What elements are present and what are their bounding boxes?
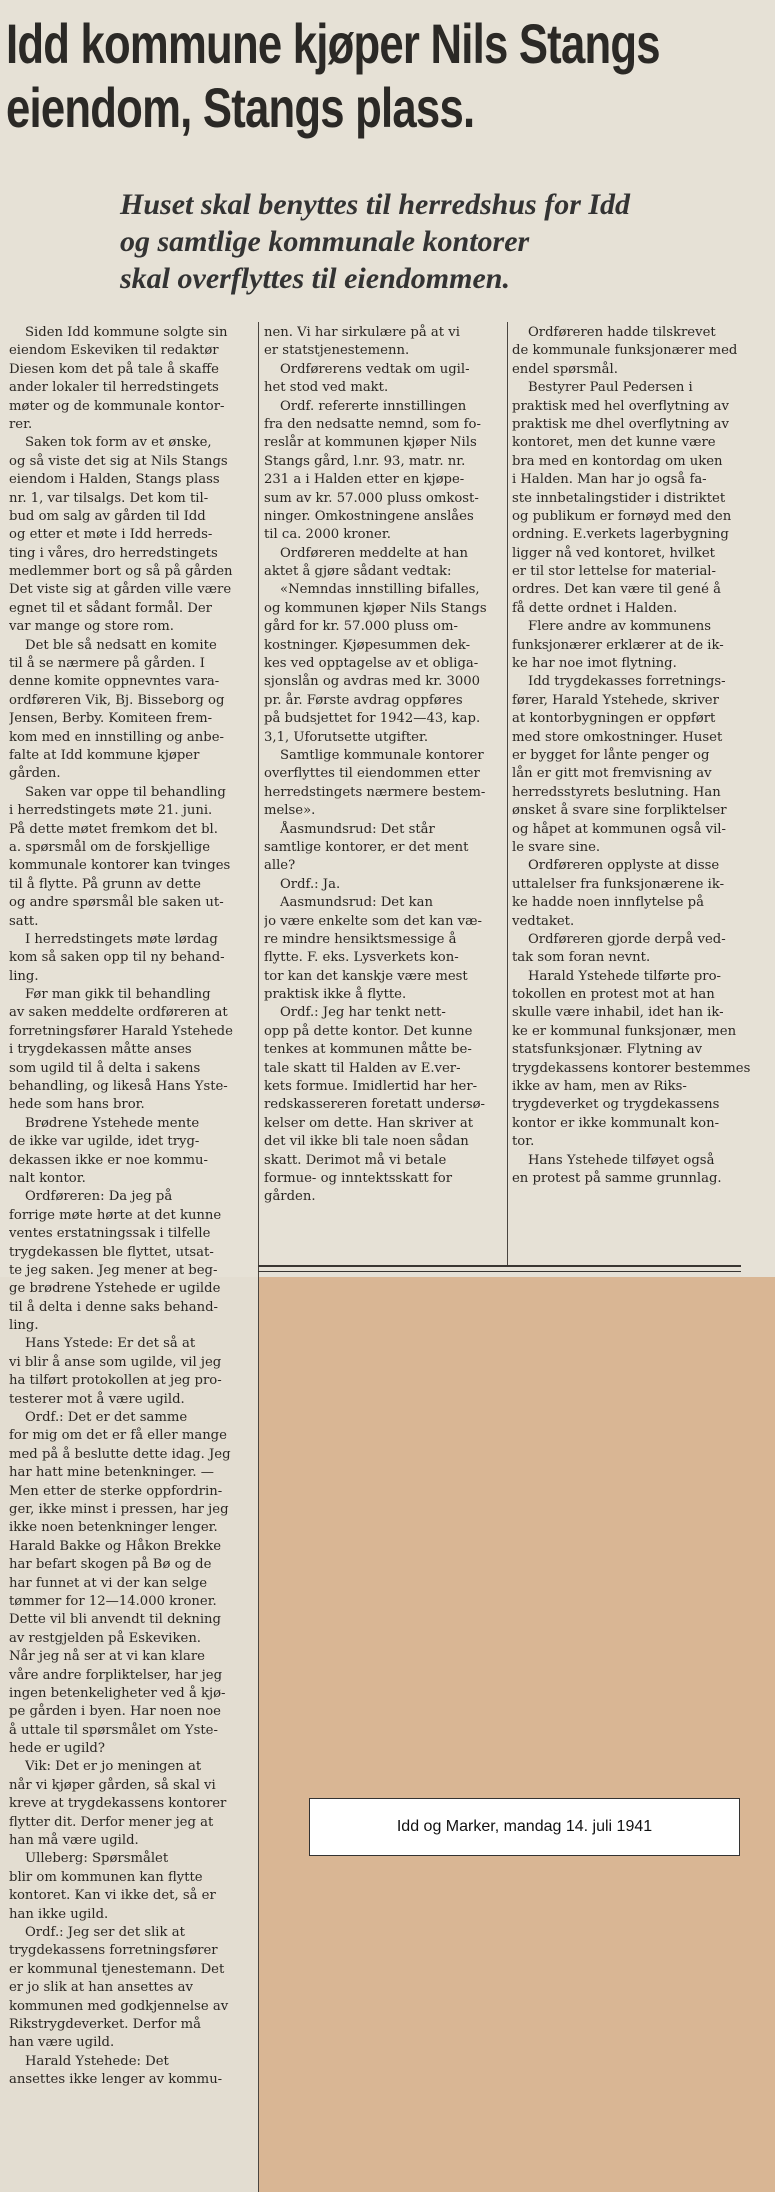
article-line: aktet å gjøre sådant vedtak:: [264, 564, 452, 580]
article-line: flytte. F. eks. Lysverkets kon-: [264, 950, 459, 966]
article-line: Hans Ystede: Er det så at: [25, 1336, 196, 1352]
article-line: vi blir å anse som ugilde, vil jeg: [9, 1354, 222, 1370]
article-line: denne komite oppnevntes vara-: [9, 674, 220, 690]
article-line: kontoret. Kan vi ikke det, så er: [9, 1888, 216, 1904]
article-line: Jensen, Berby. Komiteen frem-: [9, 711, 213, 727]
article-line: har hatt mine betenkninger. —: [9, 1465, 214, 1481]
article-line: rer.: [9, 416, 33, 432]
article-line: og andre spørsmål ble saken ut-: [9, 895, 224, 911]
article-line: 3,1, Uforutsette utgifter.: [264, 729, 429, 745]
article-line: jo være enkelte som det kan væ-: [264, 913, 482, 929]
article-line: gården.: [9, 766, 61, 782]
article-line: overflyttes til eiendommen etter: [264, 766, 480, 782]
article-line: vedtaket.: [512, 913, 575, 929]
article-line: herredsstyrets beslutning. Han: [512, 784, 721, 800]
article-line: ninger. Omkostningene anslåes: [264, 508, 474, 524]
article-line: tenkes at kommunen måtte be-: [264, 1042, 472, 1058]
article-line: i trygdekassen måtte anses: [9, 1042, 192, 1058]
article-line: Ordførerens vedtak om ugil-: [280, 361, 470, 377]
article-line: til å flytte. På grunn av dette: [9, 876, 201, 892]
article-line: og kommunen kjøper Nils Stangs: [264, 600, 487, 616]
article-line: kelser om dette. Han skriver at: [264, 1115, 473, 1131]
article-line: Ordføreren meddelte at han: [280, 545, 468, 561]
article-line: til ca. 2000 kroner.: [264, 527, 391, 543]
article-line: og etter et møte i Idd herreds-: [9, 527, 213, 543]
article-line: «Nemndas innstilling bifalles,: [280, 582, 480, 598]
article-line: Ordf.: Ja.: [280, 876, 341, 892]
article-line: som ugild til å delta i sakens: [9, 1060, 201, 1076]
article-line: av restgjelden på Eskeviken.: [9, 1630, 201, 1646]
article-line: Før man gikk til behandling: [25, 987, 211, 1003]
article-line: Det viste sig at gården ville være: [9, 582, 232, 598]
article-line: av saken meddelte ordføreren at: [9, 1005, 228, 1021]
article-line: våre andre forpliktelser, har jeg: [9, 1667, 223, 1683]
article-line: forretningsfører Harald Ystehede: [9, 1023, 233, 1039]
article-line: han må være ugild.: [9, 1833, 139, 1849]
article-line: Siden Idd kommune solgte sin: [25, 325, 228, 340]
article-line: pe gården i byen. Har noen noe: [9, 1704, 221, 1720]
article-line: ordføreren Vik, Bj. Bisseborg og: [9, 692, 225, 708]
article-line: kommunen med godkjennelse av: [9, 1998, 229, 2014]
article-line: kostninger. Kjøpesummen dek-: [264, 637, 471, 653]
article-line: Idd trygdekasses forretnings-: [528, 674, 726, 690]
article-line: 231 a i Halden etter en kjøpe-: [264, 472, 465, 488]
article-line: opp på dette kontor. Det kunne: [264, 1023, 473, 1039]
article-line: ling.: [9, 968, 39, 984]
article-line: forrige møte hørte at det kunne: [9, 1207, 222, 1223]
article-line: nr. 1, var tilsalgs. Det kom til-: [9, 490, 209, 506]
article-line: praktisk me dhel overflytning av: [512, 416, 729, 432]
article-line: ke er kommunal funksjonær, men: [512, 1023, 737, 1039]
article-line: bud om salg av gården til Idd: [9, 508, 206, 524]
article-line: ste innbetalingstider i distriktet: [512, 490, 726, 506]
article-line: bra med en kontordag om uken: [512, 453, 723, 469]
article-line: og så viste det sig at Nils Stangs: [9, 453, 228, 469]
article-line: melse».: [264, 803, 316, 819]
article-line: sum av kr. 57.000 pluss omkost-: [264, 490, 479, 506]
article-line: Vik: Det er jo meningen at: [25, 1759, 202, 1775]
article-line: Ordf.: Jeg ser det slik at: [25, 1924, 185, 1940]
article-line: har befart skogen på Bø og de: [9, 1557, 212, 1573]
article-line: falte at Idd kommune kjøper: [9, 747, 200, 763]
article-line: herredstingets nærmere bestem-: [264, 784, 486, 800]
article-line: på budsjettet for 1942—43, kap.: [264, 711, 481, 727]
article-line: hede som hans bror.: [9, 1097, 145, 1113]
article-line: redskassereren foretatt undersø-: [264, 1097, 485, 1113]
article-line: le svare sine.: [512, 839, 601, 855]
article-line: kes ved opptagelse av et obliga-: [264, 656, 479, 672]
article-line: for mig om det er få eller mange: [9, 1428, 227, 1444]
article-line: re mindre hensiktsmessige å: [264, 931, 457, 947]
article-line: kreve at trygdekassens kontorer: [9, 1796, 227, 1812]
article-line: tokollen en protest mot at han: [512, 987, 715, 1003]
article-line: tor kan det kanskje være mest: [264, 968, 468, 984]
article-line: Ordføreren hadde tilskrevet: [528, 325, 716, 340]
article-line: en protest på samme grunnlag.: [512, 1170, 722, 1186]
article-line: sjonslån og avdras med kr. 3000: [264, 674, 481, 690]
article-line: På dette møtet fremkom det bl.: [9, 821, 218, 837]
article-line: reslår at kommunen kjøper Nils: [264, 435, 477, 451]
article-line: Harald Ystehede: Det: [25, 2053, 169, 2069]
article-line: ikke noen betenkninger lenger.: [9, 1520, 218, 1536]
article-line: de ikke var ugilde, idet tryg-: [9, 1134, 200, 1150]
article-line: tor.: [512, 1134, 535, 1150]
article-line: I herredstingets møte lørdag: [25, 931, 218, 947]
article-line: Ulleberg: Spørsmålet: [25, 1851, 169, 1867]
article-line: Diesen kom det på tale å skaffe: [9, 361, 219, 377]
article-line: de kommunale funksjonærer med: [512, 343, 738, 359]
article-line: ger, ikke minst i pressen, har jeg: [9, 1502, 229, 1517]
article-line: Ordføreren opplyste at disse: [528, 858, 720, 874]
article-line: i Halden. Man har jo også fa-: [512, 472, 707, 488]
article-line: er bygget for lånte penger og: [512, 747, 710, 763]
article-line: testerer mot å være ugild.: [9, 1391, 185, 1407]
article-line: medlemmer bort og så på gården: [9, 564, 233, 580]
article-line: Aasmundsrud: Det kan: [280, 895, 433, 911]
article-line: var mange og store rom.: [9, 619, 174, 635]
article-line: eiendom i Halden, Stangs plass: [9, 472, 220, 488]
article-line: statsfunksjonær. Flytning av: [512, 1042, 703, 1058]
article-line: er kommunal tjenestemann. Det: [9, 1961, 225, 1977]
article-line: flytter dit. Derfor mener jeg at: [9, 1814, 214, 1830]
article-line: ordres. Det kan være til gené å: [512, 582, 722, 598]
article-line: Ordføreren gjorde derpå ved-: [528, 931, 726, 947]
article-line: satt.: [9, 913, 39, 929]
article-column-2: [264, 324, 504, 1207]
article-line: har funnet at vi der kan selge: [9, 1575, 208, 1591]
article-line: skulle være inhabil, idet han ik-: [512, 1005, 724, 1021]
article-line: ligger nå ved kontoret, hvilket: [512, 545, 715, 561]
article-line: er til stor lettelse for material-: [512, 564, 716, 580]
article-line: trygdekassen ble flyttet, utsat-: [9, 1244, 214, 1260]
article-line: Når jeg nå ser at vi kan klare: [9, 1649, 205, 1665]
headline-line: eiendom, Stangs plass.: [6, 76, 475, 139]
article-line: praktisk ikke å flytte.: [264, 987, 407, 1003]
subheadline-line: og samtlige kommunale kontorer: [120, 225, 530, 258]
article-line: i herredstingets møte 21. juni.: [9, 803, 213, 819]
article-line: nalt kontor.: [9, 1170, 86, 1186]
article-line: ling.: [9, 1318, 39, 1334]
article-line: ventes erstatningssak i tilfelle: [9, 1226, 211, 1242]
article-line: pr. år. Første avdrag oppføres: [264, 692, 463, 708]
article-line: Men etter de sterke oppfordrin-: [9, 1483, 223, 1499]
subheadline-line: skal overflyttes til eiendommen.: [120, 262, 510, 295]
article-line: til å delta i denne saks behand-: [9, 1299, 219, 1315]
caption-box: [309, 1798, 740, 1856]
article-line: trygdekassens kontorer bestemmes: [512, 1060, 751, 1076]
article-line: og håpet at kommunen også vil-: [512, 821, 726, 837]
headline-line: Idd kommune kjøper Nils Stangs: [6, 12, 660, 75]
article-line: Saken tok form av et ønske,: [25, 435, 212, 451]
article-line: det vil ikke bli tale noen sådan: [264, 1134, 469, 1150]
article-line: tale skatt til Halden av E.ver-: [264, 1060, 461, 1076]
article-line: funksjonærer erklærer at de ik-: [512, 637, 724, 653]
column-rule: [507, 322, 508, 1267]
article-line: blir om kommunen kan flytte: [9, 1869, 203, 1885]
article-line: egnet til et sådant formål. Der: [9, 600, 212, 616]
article-line: ander lokaler til herredstingets: [9, 380, 219, 396]
article-line: Harald Bakke og Håkon Brekke: [9, 1538, 222, 1554]
article-line: lån er gitt mot fremvisning av: [512, 766, 712, 782]
article-line: ke hadde noen innflytelse på: [512, 895, 704, 911]
article-line: Ordføreren: Da jeg på: [25, 1189, 173, 1205]
article-line: med på å beslutte dette idag. Jeg: [9, 1446, 231, 1462]
caption-text: Idd og Marker, mandag 14. juli 1941: [396, 1818, 653, 1835]
article-line: Dette vil bli anvendt til dekning: [9, 1612, 221, 1628]
article-line: kontoret, men det kunne være: [512, 435, 716, 451]
article-line: Stangs gård, l.nr. 93, matr. nr.: [264, 453, 466, 469]
article-line: fra den nedsatte nemnd, som fo-: [264, 416, 481, 432]
article-line: kontor er ikke kommunalt kon-: [512, 1115, 720, 1131]
article-line: samtlige kontorer, er det ment: [264, 839, 469, 855]
article-line: Ordf.: Jeg har tenkt nett-: [280, 1005, 446, 1021]
article-line: ting i våres, dro herredstingets: [9, 545, 218, 561]
article-column-3: [512, 324, 764, 1188]
article-line: praktisk med hel overflytning av: [512, 398, 729, 414]
article-line: Ordf. refererte innstillingen: [280, 398, 467, 414]
article-line: endel spørsmål.: [512, 361, 618, 377]
article-line: Ordf.: Det er det samme: [25, 1410, 188, 1426]
article-line: formue- og inntektsskatt for: [264, 1170, 453, 1186]
article-line: ansettes ikke lenger av kommu-: [9, 2072, 223, 2088]
article-line: Harald Ystehede tilførte pro-: [528, 968, 721, 984]
article-line: til å se nærmere på gården. I: [9, 656, 205, 672]
article-line: hede er ugild?: [9, 1741, 105, 1757]
article-line: trygdekassens forretningsfører: [9, 1943, 218, 1959]
article-line: het stod ved makt.: [264, 380, 389, 396]
article-line: få dette ordnet i Halden.: [512, 600, 678, 616]
column-rule: [258, 322, 259, 2192]
article-line: han være ugild.: [9, 2035, 115, 2051]
article-line: er jo slik at han ansettes av: [9, 1980, 193, 1996]
article-line: Rikstrygdeverket. Derfor må: [9, 2016, 202, 2032]
article-line: ha tilført protokollen at jeg pro-: [9, 1373, 222, 1389]
article-line: Brødrene Ystehede mente: [25, 1115, 200, 1131]
subheadline: [120, 186, 740, 297]
article-line: dekassen ikke er noe kommu-: [9, 1152, 208, 1168]
article-line: Samtlige kommunale kontorer: [280, 747, 484, 763]
article-line: behandling, og likeså Hans Yste-: [9, 1079, 228, 1095]
article-line: te jeg saken. Jeg mener at beg-: [9, 1262, 218, 1278]
article-line: kommunale kontorer kan tvinges: [9, 858, 231, 874]
headline: [6, 12, 660, 140]
article-line: alle?: [264, 858, 296, 874]
article-line: a. spørsmål om de forskjellige: [9, 839, 210, 855]
article-line: gård for kr. 57.000 pluss om-: [264, 619, 458, 635]
article-line: Det ble så nedsatt en komite: [25, 637, 217, 653]
article-line: gården.: [264, 1189, 316, 1205]
article-line: Åasmundsrud: Det står: [280, 821, 435, 837]
article-line: ingen betenkeligheter ved å kjø-: [9, 1685, 226, 1701]
article-column-1: [9, 324, 255, 2090]
article-line: er statstjenestemenn.: [264, 343, 410, 359]
article-line: skatt. Derimot må vi betale: [264, 1152, 447, 1168]
article-line: kets formue. Imidlertid har her-: [264, 1079, 478, 1095]
article-line: at kontorbygningen er oppført: [512, 711, 716, 727]
article-line: kom så saken opp til ny behand-: [9, 950, 225, 966]
article-line: tak som foran nevnt.: [512, 950, 651, 966]
article-line: med store omkostninger. Huset: [512, 729, 723, 745]
article-line: å uttale til spørsmålet om Yste-: [9, 1722, 218, 1738]
subheadline-line: Huset skal benyttes til herredshus for Idd: [120, 188, 631, 221]
article-line: kom med en innstilling og anbe-: [9, 729, 224, 745]
article-line: ordning. E.verkets lagerbygning: [512, 527, 729, 543]
article-line: Hans Ystehede tilføyet også: [528, 1152, 715, 1168]
article-line: eiendom Eskeviken til redaktør: [9, 343, 219, 359]
section-rule: [258, 1265, 741, 1272]
article-line: ikke av ham, men av Riks-: [512, 1079, 687, 1095]
article-line: tømmer for 12—14.000 kroner.: [9, 1593, 217, 1609]
article-line: møter og de kommunale kontor-: [9, 398, 225, 414]
article-line: når vi kjøper gården, så skal vi: [9, 1777, 216, 1793]
article-line: fører, Harald Ystehede, skriver: [512, 692, 719, 708]
article-line: ønsket å svare sine forpliktelser: [512, 803, 727, 819]
article-line: Flere andre av kommunens: [528, 619, 712, 635]
article-line: han ikke ugild.: [9, 1906, 109, 1922]
article-line: trygdeverket og trygdekassens: [512, 1097, 720, 1113]
article-line: ke har noe imot flytning.: [512, 656, 677, 672]
article-line: ge brødrene Ystehede er ugilde: [9, 1281, 221, 1297]
article-line: og publikum er fornøyd med den: [512, 508, 732, 524]
article-line: Saken var oppe til behandling: [25, 784, 226, 800]
article-line: nen. Vi har sirkulære på at vi: [264, 325, 460, 340]
article-line: uttalelser fra funksjonærene ik-: [512, 876, 725, 892]
article-line: Bestyrer Paul Pedersen i: [528, 380, 693, 396]
